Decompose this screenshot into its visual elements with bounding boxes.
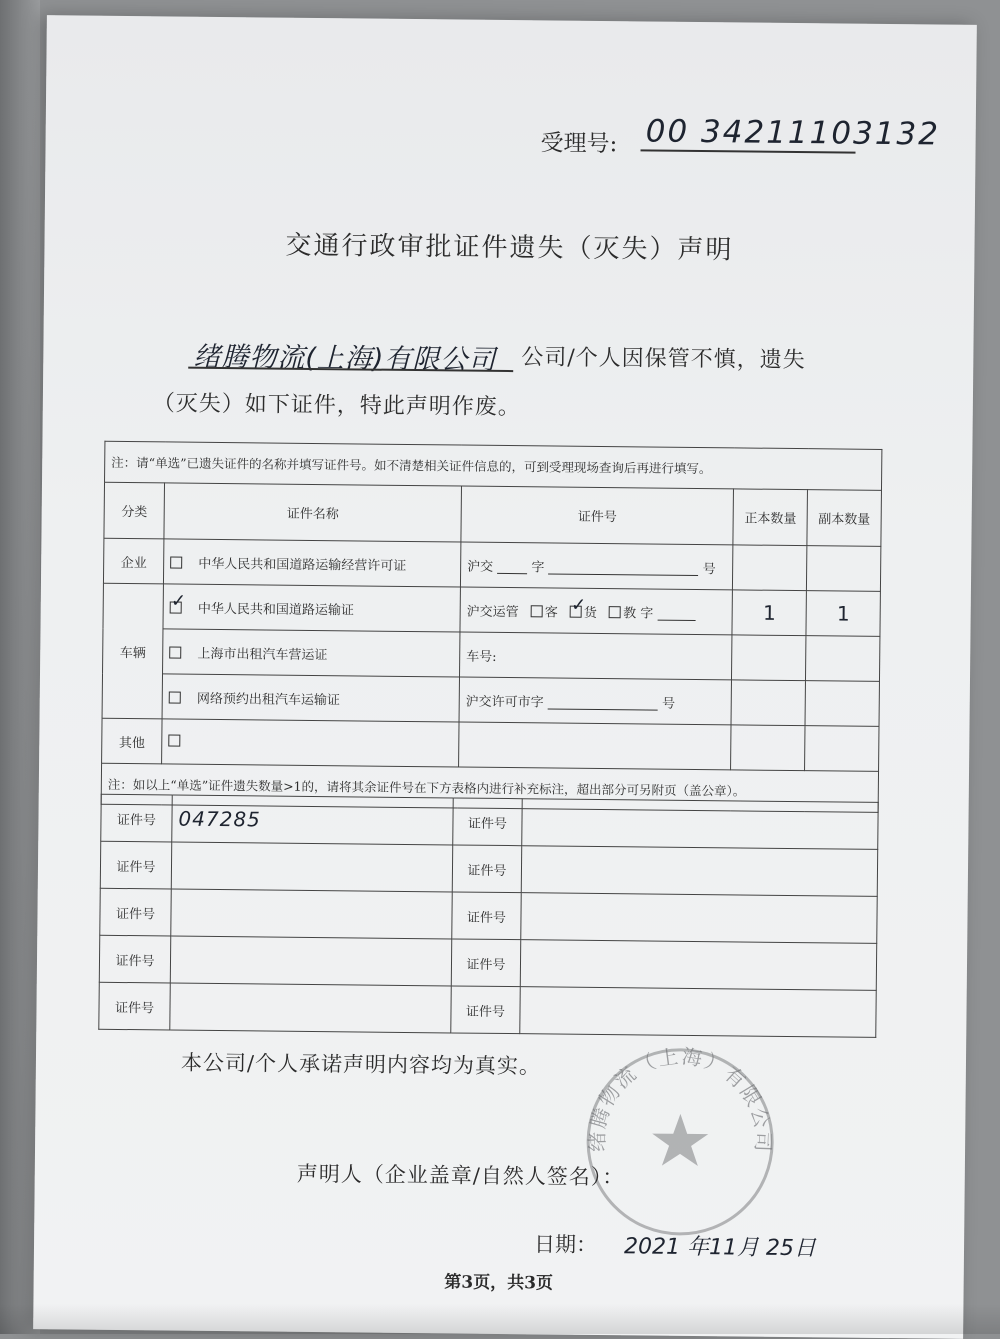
ridehail-cert-label: 网络预约出租汽车运输证 <box>196 691 341 708</box>
cert-value <box>521 846 877 897</box>
cert-name-taxi <box>163 629 460 677</box>
cert-label: 证件号 <box>451 986 520 1034</box>
cert-value <box>520 940 876 991</box>
checkbox-transport-checked[interactable] <box>170 589 187 613</box>
company-name-handwritten: 绪腾物流(上海)有限公司 <box>193 341 497 376</box>
blank-underline <box>657 606 695 620</box>
table-row-other <box>102 718 879 771</box>
cert-name-business-license <box>164 539 461 587</box>
acceptance-number-handwritten: 00 34211103132 <box>645 113 941 153</box>
copy-count-cell <box>805 726 879 772</box>
cert-label: 证件号 <box>453 798 522 846</box>
cert-number-taxi: 车号: <box>459 632 732 680</box>
cert-label: 证件号 <box>99 982 170 1030</box>
company-seal-stamp <box>574 1041 786 1243</box>
cert-name-ridehail <box>162 674 459 722</box>
supp-row <box>101 794 878 849</box>
checkbox-taxi[interactable] <box>169 646 181 658</box>
header-category: 分类 <box>104 482 165 539</box>
category-vehicle: 车辆 <box>102 583 164 719</box>
copy-count-cell <box>806 636 880 682</box>
svg-text:绪腾物流（上海）有限公司: 绪腾物流（上海）有限公司 <box>585 1043 776 1155</box>
number-suffix: 字 <box>640 605 654 622</box>
cert-label: 证件号 <box>452 892 521 940</box>
cert-label: 证件号 <box>100 841 171 889</box>
supp-row <box>99 982 876 1037</box>
cert-number-other <box>459 722 732 770</box>
header-cert-number: 证件号 <box>461 486 734 545</box>
checkbox-passenger[interactable] <box>531 605 543 617</box>
table-row-taxi-cert <box>103 628 880 681</box>
cert-value <box>522 799 878 850</box>
table-note-top: 注：请“单选”已遗失证件的名称并填写证件号。如不清楚相关证件信息的，可到受理现场查询后再进行填写。 <box>105 441 882 490</box>
document-title: 交通行政审批证件遗失（灭失）声明 <box>285 230 734 266</box>
cert-value-handwritten: 047285 <box>172 795 453 845</box>
check-mark-icon: ✓ <box>170 589 187 612</box>
header-copy-count: 副本数量 <box>807 490 881 547</box>
checkbox-cargo-checked[interactable] <box>570 594 587 617</box>
photo-shadow-bottom <box>0 1304 1000 1334</box>
number-suffix: 号 <box>661 696 676 712</box>
header-original-count: 正本数量 <box>733 489 807 546</box>
date-label: 日期： <box>533 1232 598 1257</box>
date-value-handwritten: 2021 年11月 25日 <box>623 1234 817 1262</box>
seal-star-icon <box>652 1114 709 1167</box>
cert-value <box>170 936 451 986</box>
statement-line-1: 公司/个人因保管不慎，遗失 <box>521 345 806 374</box>
checkbox-ridehail[interactable] <box>169 691 181 703</box>
table-header-row <box>104 482 882 546</box>
number-mid: 字 <box>531 559 545 575</box>
cert-label: 证件号 <box>100 888 171 936</box>
cert-value <box>521 893 877 944</box>
declarant-signature-label: 声明人（企业盖章/自然人签名）： <box>296 1161 625 1190</box>
cert-label: 证件号 <box>101 794 172 842</box>
cert-value <box>520 987 876 1038</box>
acceptance-number-label: 受理号: <box>540 130 618 158</box>
original-count-cell <box>733 545 807 591</box>
cert-number-business-license <box>460 542 733 590</box>
checkbox-teaching[interactable] <box>609 606 621 618</box>
cert-value <box>171 842 452 892</box>
photo-background-left <box>0 0 40 1334</box>
copy-count-cell <box>805 681 879 727</box>
category-enterprise: 企业 <box>103 538 164 584</box>
option-teaching: 教 <box>623 605 637 621</box>
table-note-bottom: 注：如以上“单选”证件遗失数量>1的，请将其余证件号在下方表格内进行补充标注，超出部分可另附页（盖公章）。 <box>101 763 878 812</box>
blank-underline <box>549 560 699 576</box>
original-count-cell <box>732 635 806 681</box>
statement-line-2: （灭失）如下证件，特此声明作废。 <box>152 391 521 421</box>
option-passenger: 客 <box>544 604 558 621</box>
document-page <box>33 15 977 1339</box>
cert-value <box>170 983 451 1033</box>
original-count-cell <box>731 680 805 726</box>
table-row-enterprise <box>103 538 880 591</box>
number-suffix: 号 <box>702 561 716 577</box>
cert-number-ridehail <box>459 677 732 725</box>
number-prefix: 沪交运管 <box>466 604 519 620</box>
number-prefix: 沪交 <box>467 559 494 575</box>
supp-row <box>100 841 877 896</box>
supp-row <box>99 935 876 990</box>
page-indicator: 第3页，共3页 <box>444 1272 554 1294</box>
cert-label: 证件号 <box>99 935 170 983</box>
checkbox-other[interactable] <box>168 734 180 746</box>
category-other: 其他 <box>102 718 163 764</box>
check-mark-icon: ✓ <box>570 594 587 616</box>
transport-cert-label: 中华人民共和国道路运输证 <box>197 601 354 618</box>
supp-row <box>100 888 877 943</box>
supplementary-cert-table <box>98 794 878 1038</box>
lost-certificate-table <box>101 441 883 813</box>
truthfulness-promise: 本公司/个人承诺声明内容均为真实。 <box>180 1050 542 1079</box>
option-cargo: 货 <box>583 605 598 621</box>
cert-label: 证件号 <box>452 845 521 893</box>
blank-underline <box>548 695 658 710</box>
table-row-transport-cert <box>103 583 880 636</box>
blank-underline <box>497 559 527 573</box>
transport-original-count: 1 <box>732 590 806 636</box>
taxi-cert-label: 上海市出租汽车营运证 <box>197 646 328 663</box>
cert-name-other <box>162 719 459 767</box>
number-prefix: 沪交许可市字 <box>465 694 544 710</box>
cert-value <box>171 889 452 939</box>
cert-name-transport <box>163 584 460 632</box>
cert-number-transport <box>460 587 733 635</box>
transport-copy-count: 1 <box>806 591 880 637</box>
table-row-ridehail-cert <box>102 673 879 726</box>
original-count-cell <box>731 725 805 771</box>
copy-count-cell <box>807 546 881 592</box>
checkbox-business-license[interactable] <box>170 556 182 568</box>
business-license-label: 中华人民共和国道路运输经营许可证 <box>198 556 407 574</box>
cert-label: 证件号 <box>451 939 520 987</box>
header-cert-name: 证件名称 <box>164 483 461 542</box>
